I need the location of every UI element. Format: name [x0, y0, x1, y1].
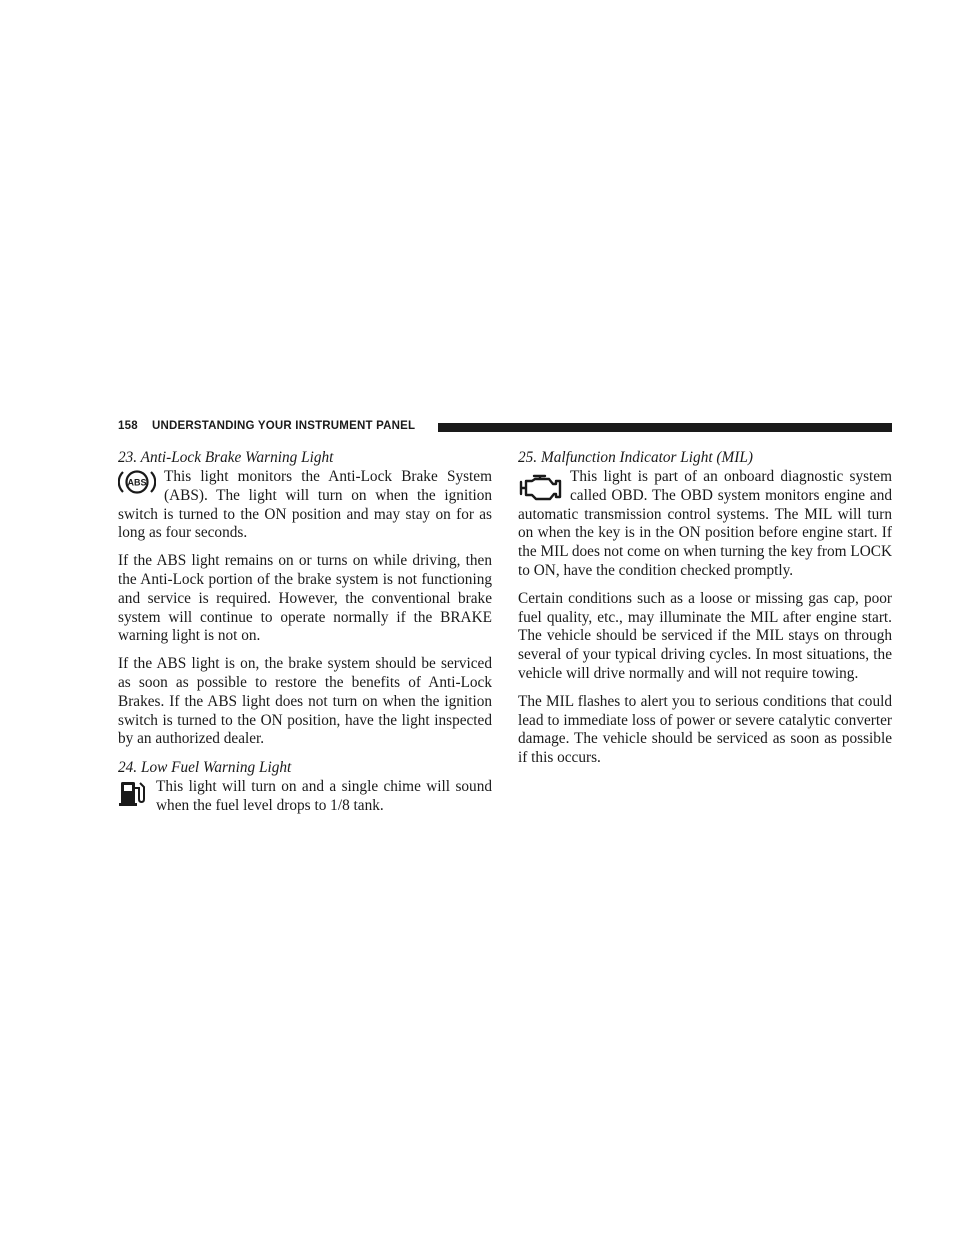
mil-intro-block — [518, 468, 892, 581]
abs-intro-block — [118, 468, 492, 543]
page-header — [118, 419, 892, 437]
page-number: 158 — [118, 420, 138, 432]
abs-paragraph-2: If the ABS light remains on or turns on while driving, then the Anti-Lock portion of the brake system is not functioning and service is required. However, the conventional brake system will continue to operate normally if the BRAKE warning light is not on. — [118, 552, 492, 645]
abs-paragraph-3: If the ABS light is on, the brake system should be serviced as soon as possible to restore the benefits of Anti-Lock Brakes. If the ABS light does not turn on when the ignition switch is turned to the ON position, have the light inspected by an authorized dealer. — [118, 655, 492, 748]
mil-paragraph-1: This light is part of an onboard diagnostic system called OBD. The OBD system monitors engine and automatic transmission control systems. The MIL will turn on when the key is in the ON position before engine start. If the MIL does not come on when turning the key from LOCK to ON, have the condition checked promptly. — [518, 468, 892, 579]
fuel-block — [118, 778, 492, 816]
section-title: UNDERSTANDING YOUR INSTRUMENT PANEL — [152, 420, 416, 432]
left-column — [118, 448, 492, 816]
mil-heading: 25. Malfunction Indicator Light (MIL) — [518, 449, 753, 466]
abs-section — [118, 448, 492, 468]
header-rule — [438, 423, 892, 432]
fuel-heading: 24. Low Fuel Warning Light — [118, 759, 292, 777]
mil-paragraph-2: Certain conditions such as a loose or missing gas cap, poor fuel quality, etc., may illuminate the MIL after engine start. The vehicle should be serviced if the MIL stays on through several of your typical driving cycles. In most situations, the vehicle will drive normally and will not require towing. — [518, 589, 892, 682]
fuel-pump-icon — [118, 778, 148, 808]
engine-icon — [518, 470, 562, 502]
abs-icon-label: ABS — [127, 477, 147, 488]
mil-section — [518, 448, 892, 468]
mil-paragraph-3: The MIL flashes to alert you to serious conditions that could lead to immediate loss of power or severe catalytic converter damage. The vehicle should be serviced as soon as possible if this occurs. — [518, 692, 892, 767]
fuel-paragraph-1: This light will turn on and a single chime will sound when the fuel level drops to 1/8 tank. — [156, 778, 492, 814]
abs-heading: 23. Anti-Lock Brake Warning Light — [118, 449, 334, 466]
abs-paragraph-1: This light monitors the Anti-Lock Brake System (ABS). The light will turn on when the ignition switch is turned to the ON position and may stay on for as long as four seconds. — [118, 468, 492, 542]
fuel-section — [118, 758, 492, 778]
right-column — [518, 448, 892, 768]
abs-warning-icon — [118, 469, 156, 495]
